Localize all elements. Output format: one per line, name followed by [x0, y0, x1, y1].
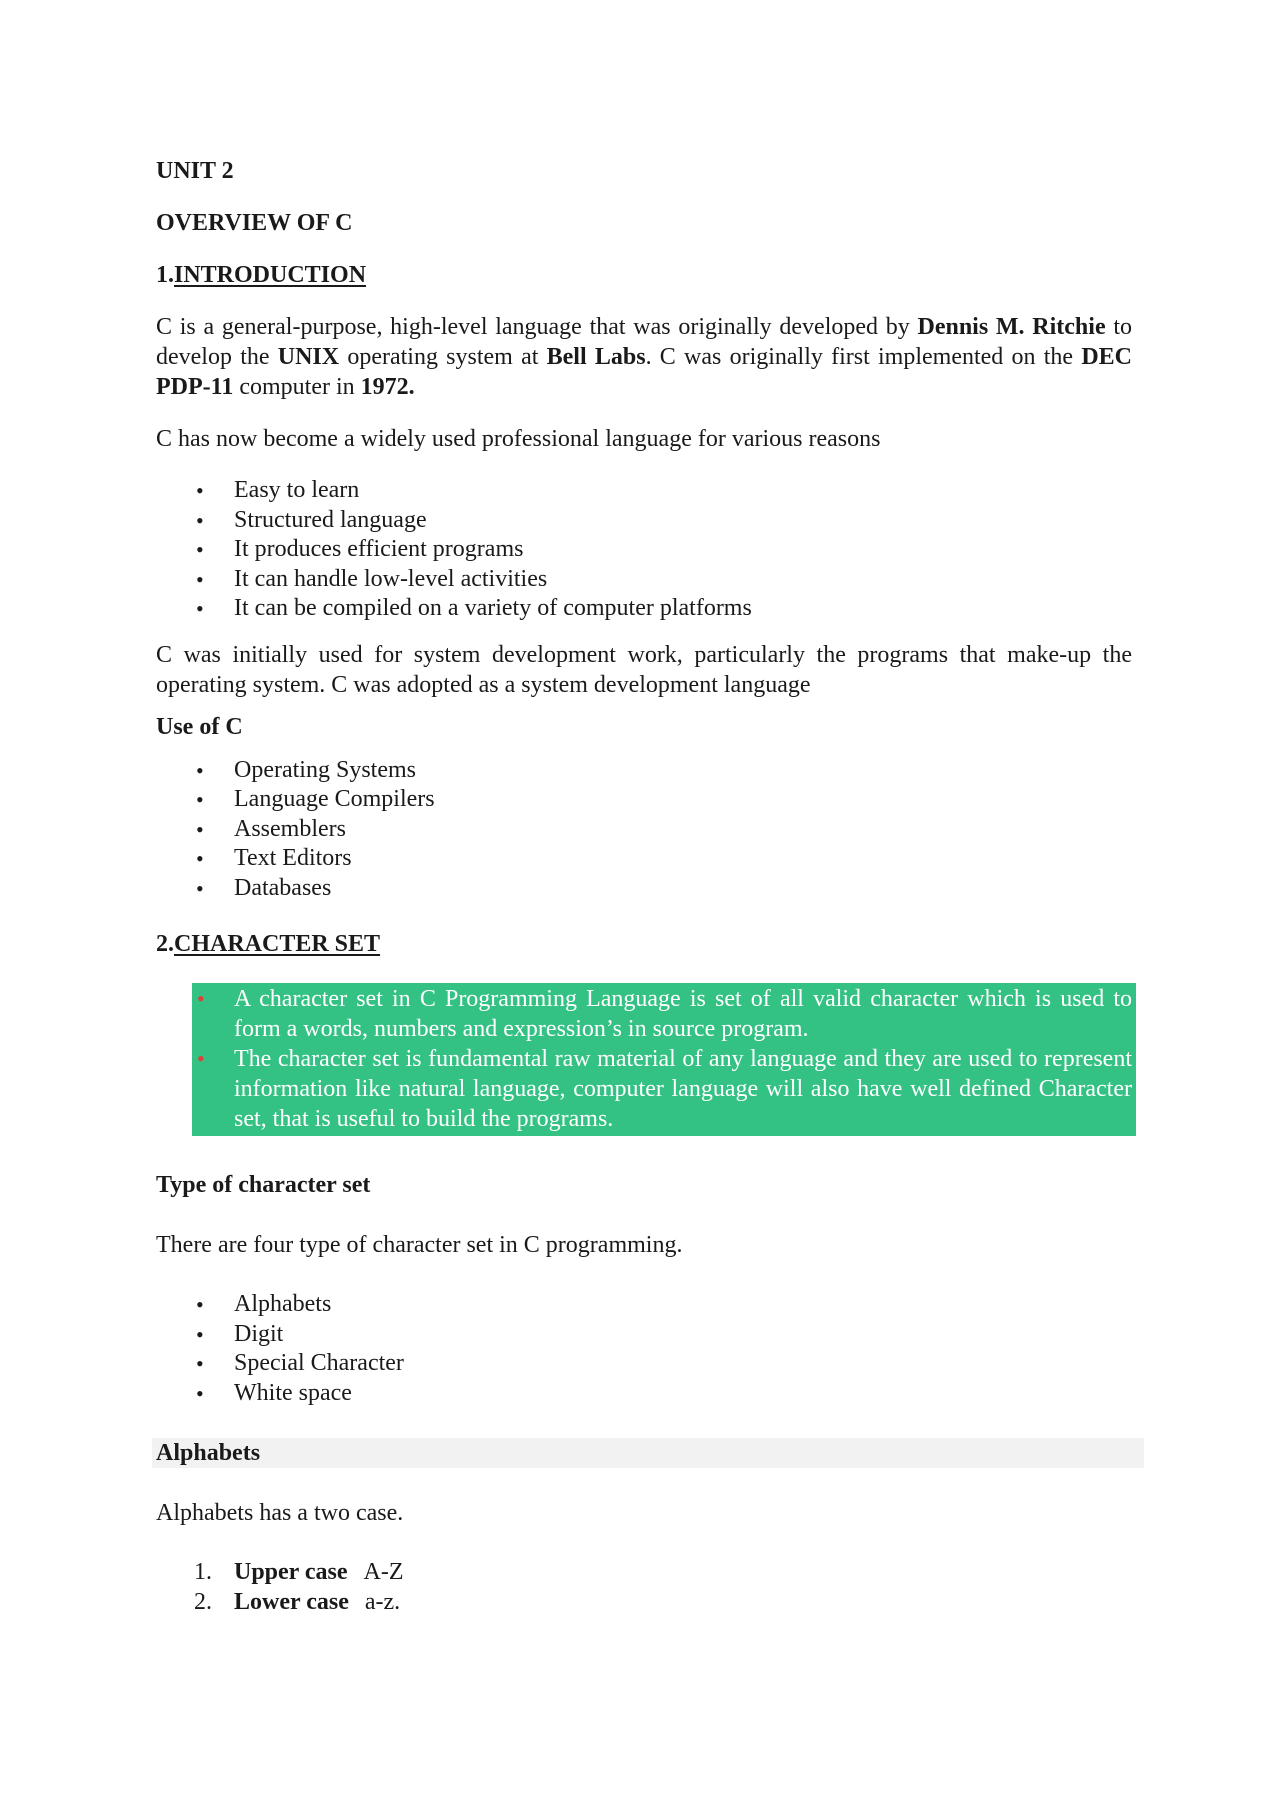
alphabets-title: Alphabets	[152, 1438, 1144, 1468]
emphasis-text: UNIX	[277, 344, 340, 370]
list-item	[156, 1349, 1132, 1379]
list-item-text: Text Editors	[234, 845, 352, 871]
case-value: a-z.	[364, 1588, 401, 1615]
case-label: Lower case	[234, 1588, 349, 1615]
alphabets-intro: Alphabets has a two case.	[156, 1500, 404, 1526]
emphasis-text: Dennis M. Ritchie	[917, 314, 1106, 340]
list-item-text: Easy to learn	[234, 477, 360, 503]
list-item	[156, 1588, 1132, 1618]
bullet-icon: •	[196, 757, 204, 783]
emphasis-text: Bell Labs	[546, 344, 646, 370]
list-item	[156, 1290, 1132, 1320]
uses-list	[156, 756, 1132, 904]
list-item-text: White space	[234, 1379, 352, 1406]
charset-types-list	[156, 1290, 1132, 1408]
bullet-icon: •	[196, 566, 204, 592]
list-number: 1.	[194, 1559, 212, 1585]
list-number: 2.	[194, 1588, 212, 1615]
list-item-text: Language Compilers	[234, 786, 435, 812]
paragraph-text: C is a general-purpose, high-level language that was originally developed by	[156, 314, 918, 340]
list-item-text: It produces efficient programs	[234, 536, 524, 562]
list-item-text: Databases	[234, 874, 332, 901]
bullet-icon: •	[196, 596, 204, 621]
bullet-icon: •	[196, 507, 204, 533]
list-item-text: Alphabets	[234, 1291, 332, 1317]
list-item	[156, 506, 1132, 536]
highlight-item	[192, 1044, 1136, 1134]
paragraph-text: computer in	[233, 374, 361, 400]
type-of-charset-title: Type of character set	[156, 1172, 371, 1198]
bullet-icon: •	[196, 1380, 204, 1406]
emphasis-text: 1972.	[360, 374, 415, 400]
type-of-charset-intro: There are four type of character set in C programming.	[156, 1232, 683, 1258]
emphasis-text: DEC PDP-11	[156, 344, 1132, 400]
intro-paragraph-3: C was initially used for system development work, particularly the programs that make-up the operating system. C was adopted as a system development language	[156, 641, 1132, 698]
list-item	[156, 594, 1132, 624]
bullet-icon: •	[196, 1351, 204, 1376]
bullet-icon: •	[196, 816, 204, 842]
use-of-c-title: Use of C	[156, 713, 243, 740]
bullet-icon: •	[196, 478, 204, 503]
bullet-icon: •	[196, 787, 204, 812]
list-item	[156, 815, 1132, 845]
charset-title: CHARACTER SET	[174, 931, 381, 957]
case-value: A-Z	[363, 1559, 404, 1585]
highlight-item-text: The character set is fundamental raw material of any language and they are used to represent information like natural language, computer language will also have well defined Character set, that is useful to build the programs.	[234, 1046, 1132, 1132]
list-item-text: Assemblers	[234, 815, 346, 842]
bullet-icon: •	[196, 1321, 204, 1347]
list-item-text: Special Character	[234, 1350, 404, 1376]
list-item	[156, 874, 1132, 904]
overview-heading: OVERVIEW OF C	[156, 210, 353, 236]
bullet-icon: •	[196, 1292, 204, 1317]
list-item-text: It can be compiled on a variety of computer platforms	[234, 595, 752, 621]
intro-section-title	[156, 260, 1132, 290]
list-item	[156, 565, 1132, 595]
list-item	[156, 476, 1132, 506]
list-item-text: Operating Systems	[234, 756, 416, 783]
intro-paragraph-2: C has now become a widely used professional language for various reasons	[156, 426, 881, 452]
highlight-item-text: A character set in C Programming Language is set of all valid character which is used to form a words, numbers and expression’s in source program.	[234, 986, 1132, 1042]
paragraph-text: to develop the	[156, 314, 1133, 370]
intro-number: 1.	[156, 262, 174, 288]
list-item	[156, 756, 1132, 786]
list-item	[156, 1558, 1132, 1588]
list-item	[156, 1379, 1132, 1409]
intro-paragraph-1	[156, 312, 1132, 402]
list-item-text: It can handle low-level activities	[234, 565, 548, 592]
bullet-icon: •	[196, 846, 204, 871]
list-item	[156, 1320, 1132, 1350]
list-item	[156, 785, 1132, 815]
cases-list	[156, 1558, 1132, 1617]
list-item	[156, 535, 1132, 565]
paragraph-text: operating system at	[339, 344, 547, 370]
bullet-icon: •	[196, 537, 204, 562]
document-page	[156, 156, 1132, 1617]
highlight-item	[192, 984, 1136, 1044]
charset-highlight-box	[192, 983, 1136, 1136]
charset-number: 2.	[156, 931, 174, 957]
reasons-list	[156, 476, 1132, 624]
intro-title: INTRODUCTION	[174, 262, 367, 288]
list-item-text: Digit	[234, 1320, 284, 1347]
bullet-icon: •	[196, 875, 204, 901]
bullet-icon: •	[197, 1046, 205, 1071]
paragraph-text: . C was originally first implemented on the	[645, 344, 1082, 370]
bullet-icon: •	[197, 986, 205, 1011]
list-item-text: Structured language	[234, 506, 427, 533]
unit-heading: UNIT 2	[156, 158, 234, 184]
charset-section-title	[156, 929, 1132, 959]
case-label: Upper case	[234, 1559, 348, 1585]
list-item	[156, 844, 1132, 874]
